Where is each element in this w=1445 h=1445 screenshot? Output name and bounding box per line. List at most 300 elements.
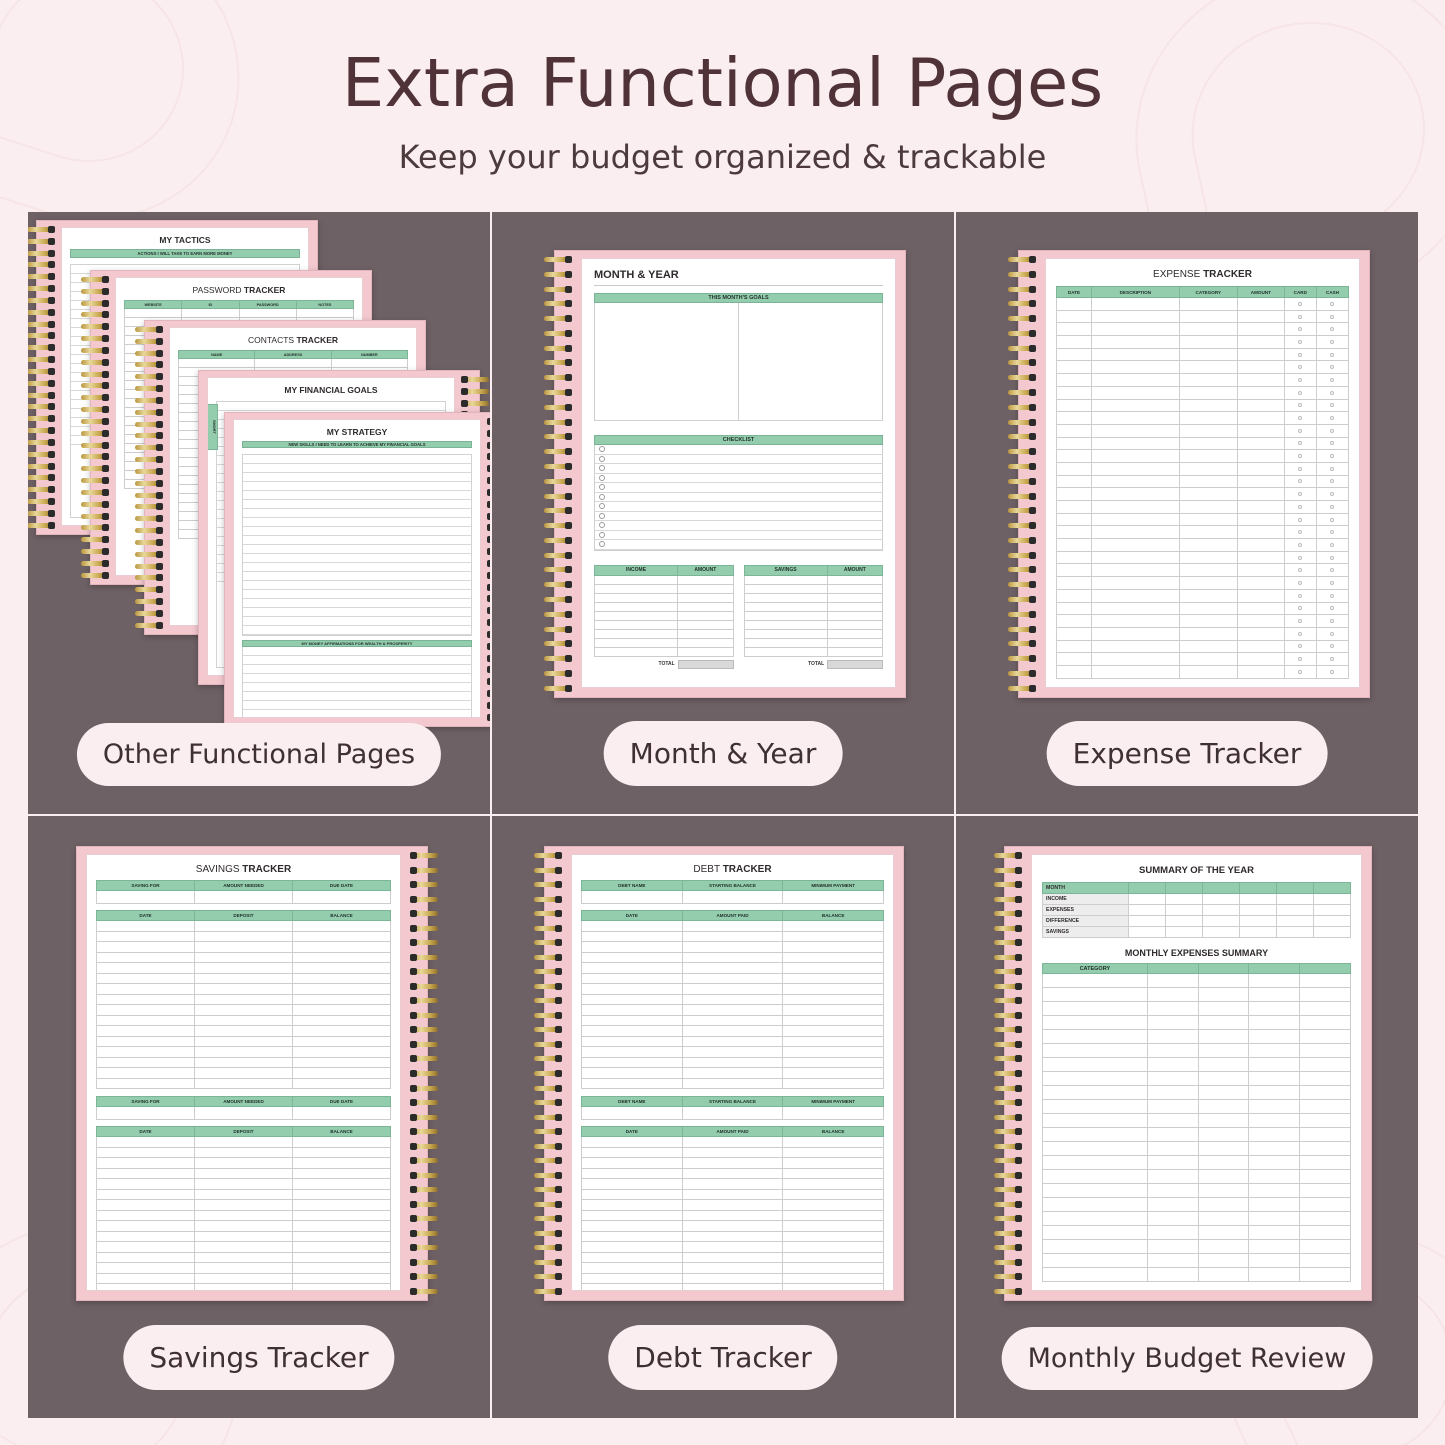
table-row[interactable] [595, 638, 734, 647]
table-cell[interactable] [1316, 323, 1348, 336]
table-cell[interactable] [682, 984, 783, 995]
table-row[interactable] [1043, 1240, 1351, 1254]
table-cell[interactable] [783, 891, 884, 904]
table-row[interactable] [179, 359, 408, 368]
table-cell[interactable] [1316, 488, 1348, 501]
table-cell[interactable] [783, 1005, 884, 1016]
table-cell[interactable] [1043, 1184, 1148, 1198]
table-row[interactable] [744, 647, 883, 656]
table-cell[interactable] [1300, 1156, 1351, 1170]
table-cell[interactable] [783, 973, 884, 984]
table-cell[interactable] [582, 1231, 683, 1242]
table-row[interactable] [582, 891, 884, 904]
table-row[interactable] [1057, 640, 1349, 653]
table-cell[interactable] [827, 593, 882, 602]
table-cell[interactable] [1238, 336, 1285, 349]
table-cell[interactable] [1043, 1254, 1148, 1268]
table-cell[interactable] [1147, 1212, 1198, 1226]
table-cell[interactable] [1316, 437, 1348, 450]
table-cell[interactable] [682, 963, 783, 974]
table-cell[interactable] [293, 1231, 391, 1242]
radio-dot-icon[interactable] [1330, 441, 1334, 445]
radio-dot-icon[interactable] [1330, 467, 1334, 471]
table-cell[interactable] [1179, 539, 1237, 552]
summary-cell[interactable] [1314, 916, 1351, 927]
table-row[interactable] [1043, 1044, 1351, 1058]
table-cell[interactable] [195, 891, 293, 904]
table-cell[interactable] [582, 1015, 683, 1026]
table-cell[interactable] [582, 1047, 683, 1058]
table-cell[interactable] [682, 1221, 783, 1232]
table-cell[interactable] [678, 575, 733, 584]
table-cell[interactable] [744, 611, 827, 620]
table-cell[interactable] [582, 1284, 683, 1292]
table-cell[interactable] [293, 1057, 391, 1068]
table-cell[interactable] [783, 1057, 884, 1068]
table-cell[interactable] [1057, 564, 1092, 577]
table-cell[interactable] [1147, 1156, 1198, 1170]
table-cell[interactable] [1238, 361, 1285, 374]
table-row[interactable] [1057, 437, 1349, 450]
table-row[interactable] [97, 1284, 391, 1292]
table-cell[interactable] [195, 1284, 293, 1292]
summary-cell[interactable] [1240, 905, 1277, 916]
table-cell[interactable] [1249, 1016, 1300, 1030]
table-cell[interactable] [744, 647, 827, 656]
table-cell[interactable] [1198, 1184, 1249, 1198]
table-cell[interactable] [1238, 374, 1285, 387]
table-cell[interactable] [1147, 1044, 1198, 1058]
table-row[interactable] [97, 1200, 391, 1211]
table-row[interactable] [595, 584, 734, 593]
table-row[interactable] [582, 963, 884, 974]
table-cell[interactable] [1057, 577, 1092, 590]
table-cell[interactable] [293, 984, 391, 995]
writing-line[interactable] [243, 518, 471, 527]
radio-dot-icon[interactable] [1330, 594, 1334, 598]
table-row[interactable] [97, 984, 391, 995]
radio-dot-icon[interactable] [1330, 606, 1334, 610]
table-row[interactable] [595, 611, 734, 620]
table-cell[interactable] [783, 1158, 884, 1169]
table-cell[interactable] [195, 1147, 293, 1158]
table-row[interactable] [1043, 1100, 1351, 1114]
table-cell[interactable] [582, 1078, 683, 1089]
table-row[interactable] [1057, 424, 1349, 437]
table-row[interactable] [1043, 1212, 1351, 1226]
table-cell[interactable] [783, 963, 884, 974]
table-cell[interactable] [1198, 1058, 1249, 1072]
table-cell[interactable] [682, 942, 783, 953]
summary-cell[interactable] [1203, 894, 1240, 905]
table-cell[interactable] [97, 1026, 195, 1037]
table-row[interactable] [1043, 1058, 1351, 1072]
summary-cell[interactable] [1277, 883, 1314, 894]
writing-line[interactable] [243, 545, 471, 554]
table-row[interactable] [97, 1221, 391, 1232]
table-cell[interactable] [744, 602, 827, 611]
table-cell[interactable] [582, 1273, 683, 1284]
writing-line[interactable] [243, 509, 471, 518]
table-cell[interactable] [1316, 653, 1348, 666]
table-cell[interactable] [682, 1168, 783, 1179]
table-cell[interactable] [97, 1158, 195, 1169]
table-cell[interactable] [1249, 988, 1300, 1002]
table-row[interactable] [744, 584, 883, 593]
table-row[interactable] [582, 1005, 884, 1016]
table-cell[interactable] [293, 1047, 391, 1058]
table-cell[interactable] [682, 931, 783, 942]
table-cell[interactable] [125, 309, 182, 318]
table-row[interactable] [1043, 1198, 1351, 1212]
table-cell[interactable] [195, 1263, 293, 1274]
table-cell[interactable] [1198, 1212, 1249, 1226]
radio-dot-icon[interactable] [1298, 505, 1302, 509]
table-cell[interactable] [783, 1200, 884, 1211]
table-cell[interactable] [1300, 1072, 1351, 1086]
radio-dot-icon[interactable] [1330, 479, 1334, 483]
table-row[interactable] [1043, 1114, 1351, 1128]
table-cell[interactable] [1249, 1268, 1300, 1282]
table-cell[interactable] [1092, 589, 1180, 602]
table-cell[interactable] [1316, 424, 1348, 437]
table-cell[interactable] [293, 1273, 391, 1284]
table-row[interactable] [582, 1221, 884, 1232]
writing-line[interactable] [243, 674, 471, 683]
table-cell[interactable] [1284, 298, 1316, 311]
table-cell[interactable] [1057, 665, 1092, 678]
table-cell[interactable] [1179, 336, 1237, 349]
table-cell[interactable] [1147, 1198, 1198, 1212]
table-cell[interactable] [682, 1026, 783, 1037]
table-cell[interactable] [1249, 1044, 1300, 1058]
summary-cell[interactable] [1203, 905, 1240, 916]
table-cell[interactable] [595, 602, 678, 611]
table-cell[interactable] [1179, 298, 1237, 311]
table-row[interactable] [97, 921, 391, 932]
table-cell[interactable] [1147, 1170, 1198, 1184]
table-cell[interactable] [1300, 1002, 1351, 1016]
checklist-row[interactable] [595, 531, 882, 541]
table-row[interactable] [97, 1189, 391, 1200]
writing-line[interactable] [243, 590, 471, 599]
writing-line[interactable] [243, 617, 471, 626]
table-cell[interactable] [582, 1057, 683, 1068]
notebook-page-5[interactable] [224, 412, 490, 727]
table-row[interactable] [1043, 1002, 1351, 1016]
table-cell[interactable] [293, 1200, 391, 1211]
table-cell[interactable] [97, 1179, 195, 1190]
cell-month-and-year[interactable] [492, 212, 954, 814]
radio-dot-icon[interactable] [1298, 302, 1302, 306]
table-cell[interactable] [1092, 513, 1180, 526]
table-cell[interactable] [1043, 1156, 1148, 1170]
table-cell[interactable] [1316, 602, 1348, 615]
table-cell[interactable] [582, 984, 683, 995]
table-row[interactable] [595, 593, 734, 602]
radio-dot-icon[interactable] [1298, 454, 1302, 458]
table-row[interactable] [97, 1273, 391, 1284]
table-cell[interactable] [1300, 1016, 1351, 1030]
radio-dot-icon[interactable] [1298, 644, 1302, 648]
table-cell[interactable] [1147, 1016, 1198, 1030]
table-cell[interactable] [195, 1168, 293, 1179]
summary-cell[interactable] [1277, 927, 1314, 938]
table-cell[interactable] [678, 593, 733, 602]
table-row[interactable] [582, 973, 884, 984]
table-cell[interactable] [1179, 399, 1237, 412]
table-cell[interactable] [195, 952, 293, 963]
table-row[interactable] [1057, 475, 1349, 488]
table-cell[interactable] [678, 620, 733, 629]
table-cell[interactable] [678, 647, 733, 656]
table-cell[interactable] [678, 638, 733, 647]
table-cell[interactable] [682, 1068, 783, 1079]
table-cell[interactable] [1300, 1044, 1351, 1058]
table-cell[interactable] [97, 1078, 195, 1089]
table-cell[interactable] [1043, 1142, 1148, 1156]
checklist-row[interactable] [595, 521, 882, 531]
table-cell[interactable] [582, 1210, 683, 1221]
table-cell[interactable] [582, 1005, 683, 1016]
table-cell[interactable] [1249, 1198, 1300, 1212]
summary-cell[interactable] [1277, 894, 1314, 905]
table-row[interactable] [582, 1231, 884, 1242]
table-cell[interactable] [1179, 577, 1237, 590]
table-cell[interactable] [1179, 501, 1237, 514]
table-row[interactable] [1057, 298, 1349, 311]
table-row[interactable] [582, 1057, 884, 1068]
table-row[interactable] [744, 602, 883, 611]
table-cell[interactable] [582, 1036, 683, 1047]
table-row[interactable] [97, 1263, 391, 1274]
table-cell[interactable] [582, 931, 683, 942]
table-cell[interactable] [1316, 298, 1348, 311]
table-row[interactable] [1057, 386, 1349, 399]
table-row[interactable] [582, 1158, 884, 1169]
table-row[interactable] [125, 309, 354, 318]
table-cell[interactable] [1284, 374, 1316, 387]
table-cell[interactable] [1238, 653, 1285, 666]
summary-cell[interactable] [1166, 883, 1203, 894]
summary-row[interactable] [1043, 894, 1351, 905]
table-cell[interactable] [1284, 526, 1316, 539]
table-row[interactable] [1043, 1184, 1351, 1198]
side-tab[interactable]: SHORT [207, 404, 218, 450]
table-row[interactable] [1043, 1072, 1351, 1086]
table-cell[interactable] [783, 1137, 884, 1148]
table-cell[interactable] [1092, 323, 1180, 336]
writing-line[interactable] [243, 563, 471, 572]
table-cell[interactable] [682, 891, 783, 904]
table-row[interactable] [582, 921, 884, 932]
table-cell[interactable] [682, 1005, 783, 1016]
table-cell[interactable] [1284, 462, 1316, 475]
table-cell[interactable] [1179, 615, 1237, 628]
table-row[interactable] [1057, 336, 1349, 349]
radio-dot-icon[interactable] [1298, 429, 1302, 433]
table-cell[interactable] [1179, 323, 1237, 336]
table-cell[interactable] [783, 1273, 884, 1284]
table-cell[interactable] [97, 984, 195, 995]
table-cell[interactable] [783, 1284, 884, 1292]
table-cell[interactable] [293, 973, 391, 984]
table-row[interactable] [97, 1057, 391, 1068]
table-cell[interactable] [783, 1189, 884, 1200]
table-cell[interactable] [1249, 1114, 1300, 1128]
table-cell[interactable] [1092, 551, 1180, 564]
table-cell[interactable] [293, 1107, 391, 1120]
table-row[interactable] [1057, 653, 1349, 666]
table-row[interactable] [744, 593, 883, 602]
table-row[interactable] [582, 1273, 884, 1284]
table-cell[interactable] [1147, 1128, 1198, 1142]
radio-dot-icon[interactable] [1330, 543, 1334, 547]
table-cell[interactable] [293, 1284, 391, 1292]
table-cell[interactable] [1249, 1128, 1300, 1142]
table-cell[interactable] [293, 1221, 391, 1232]
table-cell[interactable] [1057, 323, 1092, 336]
table-cell[interactable] [1179, 640, 1237, 653]
table-cell[interactable] [1284, 348, 1316, 361]
radio-dot-icon[interactable] [1298, 467, 1302, 471]
table-cell[interactable] [1198, 1268, 1249, 1282]
table-cell[interactable] [97, 931, 195, 942]
table-cell[interactable] [595, 575, 678, 584]
table-cell[interactable] [1147, 1142, 1198, 1156]
table-cell[interactable] [1300, 1170, 1351, 1184]
table-cell[interactable] [195, 921, 293, 932]
writing-lines[interactable] [242, 454, 472, 636]
table-cell[interactable] [1249, 1058, 1300, 1072]
writing-line[interactable] [243, 710, 471, 718]
table-cell[interactable] [1300, 1240, 1351, 1254]
table-cell[interactable] [783, 1210, 884, 1221]
summary-cell[interactable] [1240, 916, 1277, 927]
table-cell[interactable] [1300, 988, 1351, 1002]
table-cell[interactable] [293, 891, 391, 904]
table-cell[interactable] [97, 1263, 195, 1274]
table-row[interactable] [1057, 399, 1349, 412]
table-row[interactable] [97, 1137, 391, 1148]
summary-cell[interactable] [1166, 905, 1203, 916]
writing-line[interactable] [243, 536, 471, 545]
table-cell[interactable] [293, 1179, 391, 1190]
table-cell[interactable] [783, 1078, 884, 1089]
table-cell[interactable] [1300, 1086, 1351, 1100]
writing-line[interactable] [243, 647, 471, 656]
summary-cell[interactable] [1314, 927, 1351, 938]
table-cell[interactable] [582, 891, 683, 904]
table-cell[interactable] [1057, 501, 1092, 514]
table-cell[interactable] [582, 994, 683, 1005]
table-cell[interactable] [682, 1210, 783, 1221]
table-cell[interactable] [293, 931, 391, 942]
summary-cell[interactable] [1314, 883, 1351, 894]
radio-dot-icon[interactable] [1298, 340, 1302, 344]
table-row[interactable] [582, 984, 884, 995]
table-row[interactable] [582, 1189, 884, 1200]
table-cell[interactable] [1316, 564, 1348, 577]
table-cell[interactable] [97, 1068, 195, 1079]
table-cell[interactable] [1057, 475, 1092, 488]
table-cell[interactable] [1249, 1240, 1300, 1254]
table-cell[interactable] [195, 1189, 293, 1200]
table-cell[interactable] [744, 629, 827, 638]
table-cell[interactable] [1300, 1030, 1351, 1044]
table-cell[interactable] [195, 1252, 293, 1263]
table-row[interactable] [1057, 361, 1349, 374]
writing-line[interactable] [243, 572, 471, 581]
table-row[interactable] [1043, 1128, 1351, 1142]
table-cell[interactable] [582, 1252, 683, 1263]
table-cell[interactable] [582, 942, 683, 953]
table-cell[interactable] [1316, 310, 1348, 323]
table-cell[interactable] [1198, 1100, 1249, 1114]
radio-dot-icon[interactable] [1330, 644, 1334, 648]
table-cell[interactable] [331, 359, 407, 368]
table-row[interactable] [97, 1210, 391, 1221]
table-cell[interactable] [1198, 1030, 1249, 1044]
table-cell[interactable] [1043, 1002, 1148, 1016]
cell-savings-tracker[interactable] [28, 816, 490, 1418]
table-cell[interactable] [1057, 310, 1092, 323]
table-cell[interactable] [1249, 1226, 1300, 1240]
table-cell[interactable] [1316, 640, 1348, 653]
table-cell[interactable] [1300, 1184, 1351, 1198]
table-cell[interactable] [1057, 602, 1092, 615]
table-row[interactable] [582, 1242, 884, 1253]
table-cell[interactable] [195, 1015, 293, 1026]
table-cell[interactable] [783, 1047, 884, 1058]
table-cell[interactable] [1284, 577, 1316, 590]
summary-cell[interactable] [1129, 894, 1166, 905]
summary-cell[interactable] [1129, 883, 1166, 894]
table-cell[interactable] [1057, 450, 1092, 463]
table-cell[interactable] [1179, 437, 1237, 450]
table-cell[interactable] [97, 942, 195, 953]
table-cell[interactable] [1316, 589, 1348, 602]
writing-line[interactable] [243, 692, 471, 701]
cell-expense-tracker[interactable] [956, 212, 1418, 814]
table-cell[interactable] [1198, 1044, 1249, 1058]
writing-line[interactable] [243, 500, 471, 509]
table-cell[interactable] [682, 1147, 783, 1158]
radio-dot-icon[interactable] [1298, 441, 1302, 445]
table-cell[interactable] [1198, 1016, 1249, 1030]
cell-monthly-budget-review[interactable] [956, 816, 1418, 1418]
summary-cell[interactable] [1203, 916, 1240, 927]
radio-dot-icon[interactable] [1330, 403, 1334, 407]
table-row[interactable] [97, 1047, 391, 1058]
table-row[interactable] [1057, 412, 1349, 425]
table-row[interactable] [744, 638, 883, 647]
summary-cell[interactable] [1240, 894, 1277, 905]
table-cell[interactable] [1147, 1240, 1198, 1254]
table-cell[interactable] [682, 1284, 783, 1292]
radio-dot-icon[interactable] [1298, 365, 1302, 369]
table-cell[interactable] [1057, 526, 1092, 539]
table-cell[interactable] [1284, 653, 1316, 666]
table-cell[interactable] [179, 359, 255, 368]
summary-cell[interactable] [1240, 927, 1277, 938]
table-cell[interactable] [582, 1158, 683, 1169]
table-cell[interactable] [783, 1015, 884, 1026]
table-cell[interactable] [1238, 627, 1285, 640]
table-cell[interactable] [1284, 323, 1316, 336]
table-cell[interactable] [195, 994, 293, 1005]
table-row[interactable] [582, 994, 884, 1005]
